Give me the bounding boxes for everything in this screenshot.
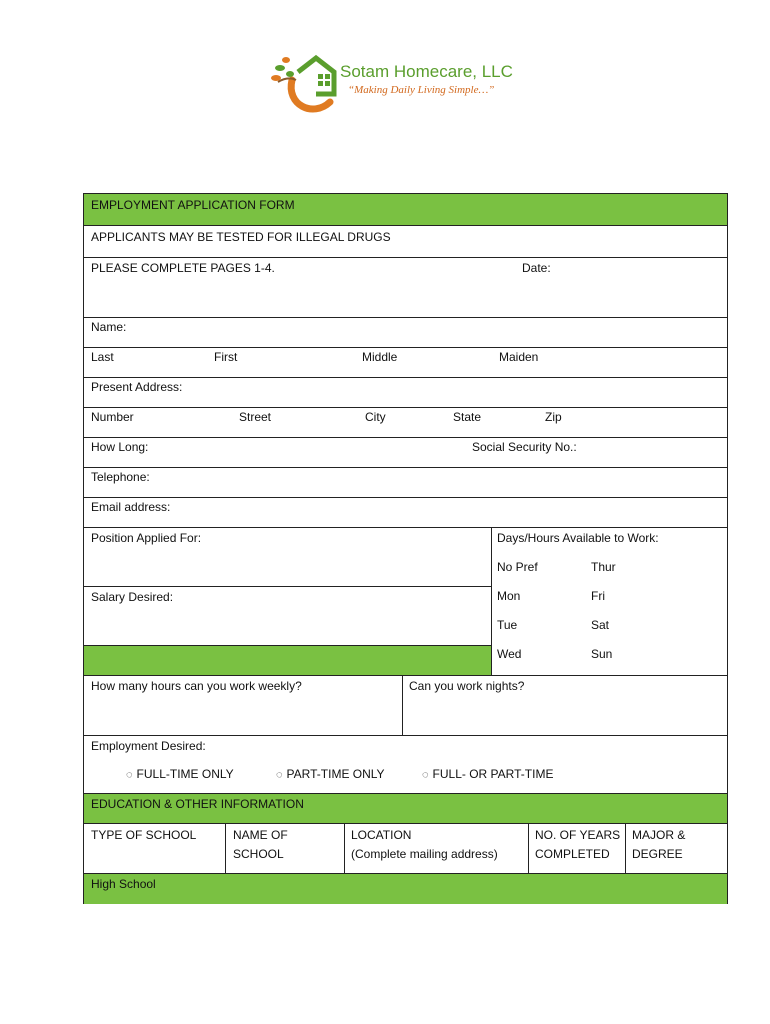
hours-nights-row[interactable] <box>84 676 727 736</box>
full-or-part-time-label: FULL- OR PART-TIME <box>432 767 554 781</box>
employment-desired-row <box>84 736 727 794</box>
form-title: EMPLOYMENT APPLICATION FORM <box>91 198 295 212</box>
part-time-label: PART-TIME ONLY <box>286 767 385 781</box>
position-salary-divider <box>84 586 491 587</box>
name-label: Name: <box>91 320 127 334</box>
maiden-name-label: Maiden <box>499 350 539 364</box>
hours-nights-divider <box>402 676 403 735</box>
address-number-label: Number <box>91 410 134 424</box>
email-label: Email address: <box>91 500 171 514</box>
education-title-row <box>84 794 727 824</box>
green-filler-cell <box>84 645 491 675</box>
days-hours-label: Days/Hours Available to Work: <box>497 531 659 545</box>
day-no-pref[interactable]: No Pref <box>497 560 538 574</box>
employment-desired-label: Employment Desired: <box>91 739 206 753</box>
radio-icon[interactable]: ◌ <box>276 769 283 781</box>
day-fri[interactable]: Fri <box>591 589 605 603</box>
name-of-school-header-1: NAME OF <box>233 828 288 842</box>
company-logo <box>268 50 513 120</box>
drug-notice-row <box>84 226 727 258</box>
ssn-label: Social Security No.: <box>472 440 577 454</box>
col-divider-3 <box>528 824 529 873</box>
education-header-row <box>84 824 727 874</box>
location-header-2: (Complete mailing address) <box>351 847 498 861</box>
day-wed[interactable]: Wed <box>497 647 522 661</box>
major-degree-header-2: DEGREE <box>632 847 683 861</box>
years-completed-header-2: COMPLETED <box>535 847 610 861</box>
address-street-label: Street <box>239 410 272 424</box>
high-school-row <box>84 874 727 904</box>
middle-name-label: Middle <box>362 350 398 364</box>
drug-notice: APPLICANTS MAY BE TESTED FOR ILLEGAL DRUGS <box>91 230 391 244</box>
education-title: EDUCATION & OTHER INFORMATION <box>91 797 304 811</box>
nights-label: Can you work nights? <box>409 679 525 693</box>
day-sat[interactable]: Sat <box>591 618 610 632</box>
form-title-row <box>84 194 727 226</box>
house-tree-logo-icon <box>268 50 348 120</box>
hours-weekly-label: How many hours can you work weekly? <box>91 679 302 693</box>
day-tue[interactable]: Tue <box>497 618 518 632</box>
position-availability-block <box>84 528 727 676</box>
date-row[interactable] <box>84 258 727 318</box>
full-or-part-time-option[interactable] <box>422 767 553 781</box>
type-of-school-header: TYPE OF SCHOOL <box>91 828 197 842</box>
company-name: Sotam Homecare, LLC <box>340 62 513 81</box>
present-address-label: Present Address: <box>91 380 183 394</box>
address-zip-label: Zip <box>545 410 562 424</box>
employment-application-form <box>83 193 728 904</box>
complete-pages-note: PLEASE COMPLETE PAGES 1-4. <box>91 261 275 275</box>
address-city-label: City <box>365 410 386 424</box>
radio-icon[interactable]: ◌ <box>422 769 429 781</box>
address-parts-row[interactable] <box>84 408 727 438</box>
name-parts-row[interactable] <box>84 348 727 378</box>
address-state-label: State <box>453 410 482 424</box>
col-divider-2 <box>344 824 345 873</box>
last-name-label: Last <box>91 350 114 364</box>
part-time-option[interactable] <box>276 767 385 781</box>
how-long-label: How Long: <box>91 440 149 454</box>
first-name-label: First <box>214 350 238 364</box>
position-label: Position Applied For: <box>91 531 202 545</box>
name-of-school-header-2: SCHOOL <box>233 847 284 861</box>
telephone-label: Telephone: <box>91 470 150 484</box>
major-degree-header-1: MAJOR & <box>632 828 686 842</box>
day-sun[interactable]: Sun <box>591 647 613 661</box>
radio-icon[interactable]: ◌ <box>126 769 133 781</box>
company-tagline: “Making Daily Living Simple…” <box>348 84 495 96</box>
salary-label: Salary Desired: <box>91 590 174 604</box>
name-row[interactable] <box>84 318 727 348</box>
present-address-row[interactable] <box>84 378 727 408</box>
date-label: Date: <box>522 261 551 275</box>
col-divider-4 <box>625 824 626 873</box>
full-time-option[interactable] <box>126 767 234 781</box>
high-school-label: High School <box>91 877 156 891</box>
telephone-row[interactable] <box>84 468 727 498</box>
how-long-ssn-row[interactable] <box>84 438 727 468</box>
col-divider-1 <box>225 824 226 873</box>
day-thur[interactable]: Thur <box>591 560 616 574</box>
position-days-divider <box>491 528 492 675</box>
location-header-1: LOCATION <box>351 828 412 842</box>
full-time-label: FULL-TIME ONLY <box>136 767 234 781</box>
email-row[interactable] <box>84 498 727 528</box>
years-completed-header-1: NO. OF YEARS <box>535 828 621 842</box>
day-mon[interactable]: Mon <box>497 589 521 603</box>
